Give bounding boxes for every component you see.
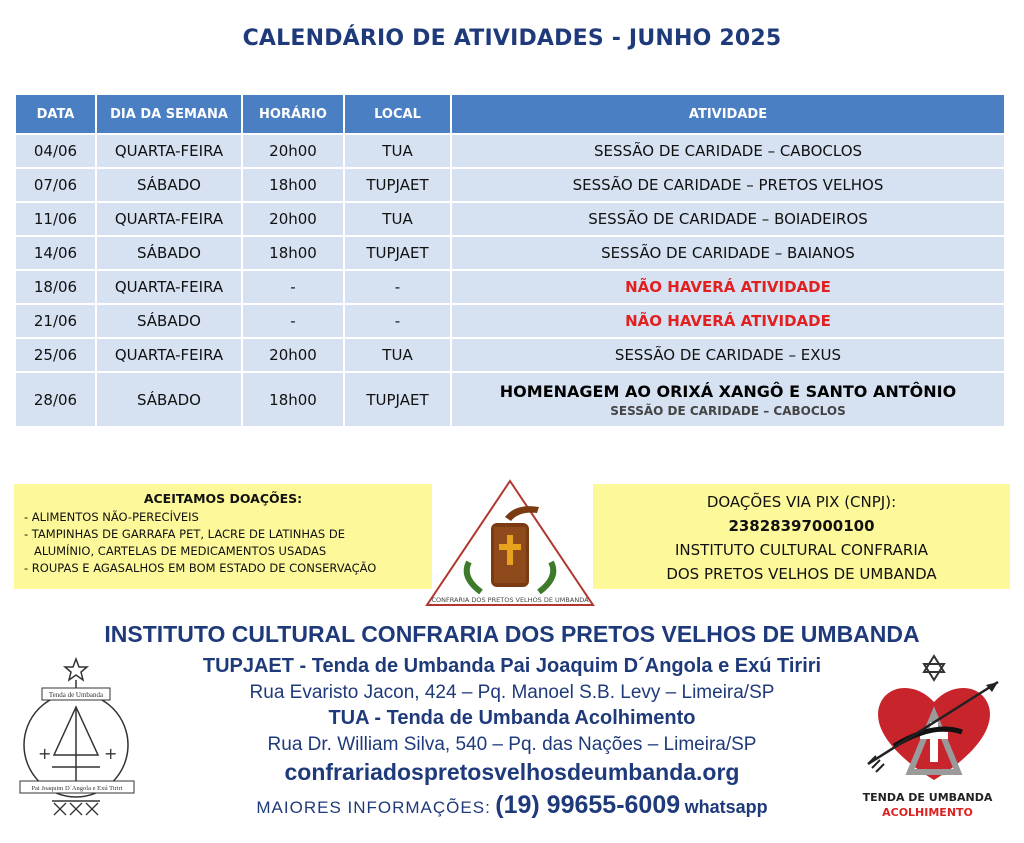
whatsapp-label: whatsapp: [684, 797, 768, 817]
cell-local: TUPJAET: [344, 168, 451, 202]
left-logo-bottom-text: Pai Joaquim D´Angola e Exú Tiriri: [31, 785, 123, 792]
pix-label: DOAÇÕES VIA PIX (CNPJ):: [706, 493, 897, 511]
col-header-dia: DIA DA SEMANA: [96, 94, 242, 134]
footer-tua-address: Rua Dr. William Silva, 540 – Pq. das Nações – Limeira/SP: [267, 734, 757, 755]
cell-horario: 18h00: [242, 236, 344, 270]
cell-horario: 18h00: [242, 372, 344, 427]
cell-dia: SÁBADO: [96, 168, 242, 202]
cell-dia: SÁBADO: [96, 304, 242, 338]
cell-local: TUPJAET: [344, 236, 451, 270]
footer-tua: TUA - Tenda de Umbanda Acolhimento: [328, 707, 696, 729]
left-logo-top-text: Tenda de Umbanda: [48, 691, 104, 699]
tua-logo-name: TENDA DE UMBANDA: [862, 791, 993, 804]
cell-local: -: [344, 270, 451, 304]
cell-atividade: SESSÃO DE CARIDADE – BOIADEIROS: [451, 202, 1005, 236]
table-row: [15, 168, 1005, 202]
cell-atividade: SESSÃO DE CARIDADE – PRETOS VELHOS: [451, 168, 1005, 202]
cell-data: 14/06: [15, 236, 96, 270]
cell-horario: -: [242, 304, 344, 338]
footer-website[interactable]: confrariadospretosvelhosdeumbanda.org: [284, 759, 740, 785]
pix-number: 23828397000100: [728, 517, 875, 535]
list-item: ALUMÍNIO, CARTELAS DE MEDICAMENTOS USADAS: [34, 544, 327, 558]
pix-institute-line2: DOS PRETOS VELHOS DE UMBANDA: [666, 565, 937, 583]
cell-dia: QUARTA-FEIRA: [96, 134, 242, 168]
table-header-row: [15, 94, 1005, 134]
pix-institute-line1: INSTITUTO CULTURAL CONFRARIA: [674, 541, 929, 559]
cell-local: TUA: [344, 202, 451, 236]
pix-box: [593, 484, 1010, 589]
cell-data: 28/06: [15, 372, 96, 427]
cell-dia: SÁBADO: [96, 372, 242, 427]
table-row: [15, 304, 1005, 338]
cell-atividade: SESSÃO DE CARIDADE – EXUS: [451, 338, 1005, 372]
confraria-logo: [421, 477, 599, 612]
cell-data: 21/06: [15, 304, 96, 338]
page-title: CALENDÁRIO DE ATIVIDADES - JUNHO 2025: [242, 26, 782, 51]
footer-tupjaet-address: Rua Evaristo Jacon, 424 – Pq. Manoel S.B. Levy – Limeira/SP: [249, 682, 775, 703]
list-item: - TAMPINHAS DE GARRAFA PET, LACRE DE LATINHAS DE: [24, 527, 345, 541]
cell-atividade-special: [451, 372, 1005, 427]
cell-local: -: [344, 304, 451, 338]
table-row: [15, 270, 1005, 304]
phone-number[interactable]: (19) 99655-6009: [495, 791, 681, 819]
col-header-data: DATA: [15, 94, 96, 134]
schedule-table: [14, 93, 1006, 428]
cell-dia: QUARTA-FEIRA: [96, 202, 242, 236]
list-item: - ALIMENTOS NÃO-PERECÍVEIS: [24, 510, 199, 524]
col-header-local: LOCAL: [344, 94, 451, 134]
col-header-horario: HORÁRIO: [242, 94, 344, 134]
cell-horario: 20h00: [242, 338, 344, 372]
donations-box: [14, 484, 432, 589]
svg-text:+: +: [104, 744, 118, 763]
svg-text:+: +: [38, 744, 52, 763]
cell-local: TUA: [344, 134, 451, 168]
cell-local: TUA: [344, 338, 451, 372]
sub-activity: SESSÃO DE CARIDADE – CABOCLOS: [610, 403, 846, 418]
cell-data: 04/06: [15, 134, 96, 168]
tua-logo: [858, 652, 1008, 790]
cell-data: 18/06: [15, 270, 96, 304]
table-row: [15, 372, 1005, 427]
donations-list: [24, 509, 432, 577]
cell-data: 25/06: [15, 338, 96, 372]
table-row: [15, 236, 1005, 270]
tua-logo-sub: ACOLHIMENTO: [882, 806, 973, 819]
cell-dia: QUARTA-FEIRA: [96, 270, 242, 304]
cell-atividade: SESSÃO DE CARIDADE – BAIANOS: [451, 236, 1005, 270]
table-row: [15, 134, 1005, 168]
cell-atividade-none: NÃO HAVERÁ ATIVIDADE: [451, 270, 1005, 304]
cell-horario: 18h00: [242, 168, 344, 202]
cell-horario: -: [242, 270, 344, 304]
table-row: [15, 202, 1005, 236]
list-item: - ROUPAS E AGASALHOS EM BOM ESTADO DE CONSERVAÇÃO: [24, 561, 377, 575]
table-row: [15, 338, 1005, 372]
cell-dia: SÁBADO: [96, 236, 242, 270]
cell-horario: 20h00: [242, 134, 344, 168]
cell-horario: 20h00: [242, 202, 344, 236]
cell-atividade: SESSÃO DE CARIDADE – CABOCLOS: [451, 134, 1005, 168]
footer-institute: INSTITUTO CULTURAL CONFRARIA DOS PRETOS VELHOS DE UMBANDA: [104, 621, 920, 647]
center-logo-text: CONFRARIA DOS PRETOS VELHOS DE UMBANDA: [431, 596, 589, 604]
col-header-atividade: ATIVIDADE: [451, 94, 1005, 134]
cell-data: 11/06: [15, 202, 96, 236]
donations-heading: ACEITAMOS DOAÇÕES:: [143, 491, 303, 506]
footer-tupjaet: TUPJAET - Tenda de Umbanda Pai Joaquim D´Angola e Exú Tiriri: [202, 655, 822, 677]
cell-dia: QUARTA-FEIRA: [96, 338, 242, 372]
cell-data: 07/06: [15, 168, 96, 202]
info-label: MAIORES INFORMAÇÕES:: [256, 798, 491, 817]
highlight-activity: HOMENAGEM AO ORIXÁ XANGÔ E SANTO ANTÔNIO: [499, 381, 957, 401]
cell-atividade-none: NÃO HAVERÁ ATIVIDADE: [451, 304, 1005, 338]
cell-local: TUPJAET: [344, 372, 451, 427]
